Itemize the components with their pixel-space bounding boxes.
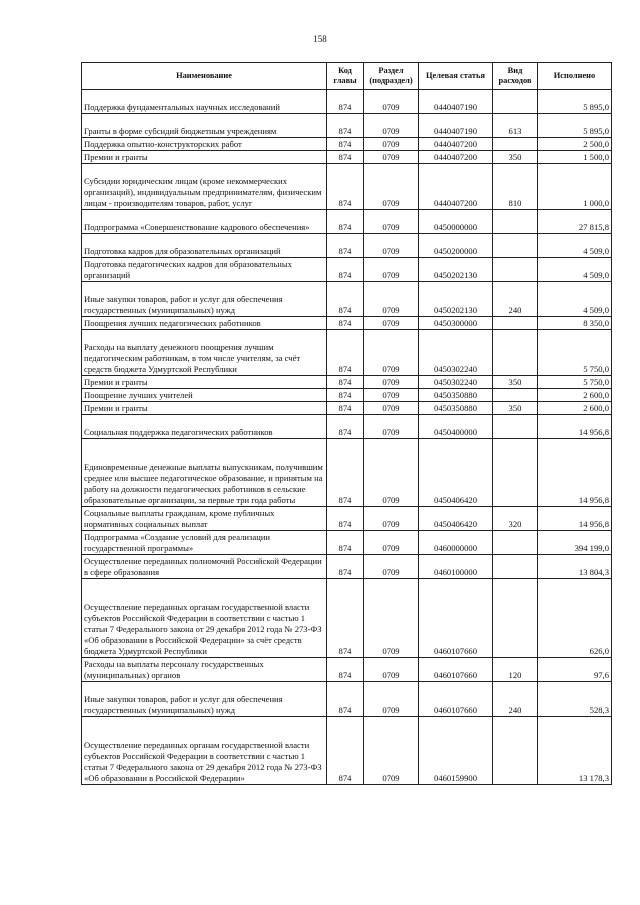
row-statya-cell: 0450350880 <box>419 402 493 415</box>
row-name-cell: Осуществление переданных полномочий Российской Федерации в сфере образования <box>82 555 327 579</box>
row-kod-cell: 874 <box>327 507 364 531</box>
row-amount-cell: 1 000,0 <box>538 164 612 210</box>
row-razdel-cell: 0709 <box>364 439 419 507</box>
table-row <box>82 114 612 138</box>
row-name-cell: Подпрограмма «Создание условий для реализации государственной программы» <box>82 531 327 555</box>
row-razdel-cell: 0709 <box>364 138 419 151</box>
row-amount-cell: 5 895,0 <box>538 114 612 138</box>
row-statya-cell: 0450302240 <box>419 376 493 389</box>
column-header-kod: Код главы <box>327 63 364 90</box>
row-amount-cell: 5 750,0 <box>538 376 612 389</box>
row-kod-cell: 874 <box>327 531 364 555</box>
row-kod-cell: 874 <box>327 210 364 234</box>
row-razdel-cell: 0709 <box>364 164 419 210</box>
row-statya-cell: 0450202130 <box>419 258 493 282</box>
row-vid-cell: 350 <box>493 376 538 389</box>
table-row <box>82 579 612 658</box>
row-statya-cell: 0460107660 <box>419 658 493 682</box>
row-amount-cell: 4 509,0 <box>538 258 612 282</box>
row-razdel-cell: 0709 <box>364 658 419 682</box>
row-amount-cell: 13 178,3 <box>538 717 612 785</box>
row-kod-cell: 874 <box>327 439 364 507</box>
row-statya-cell: 0450350880 <box>419 389 493 402</box>
row-kod-cell: 874 <box>327 151 364 164</box>
row-razdel-cell: 0709 <box>364 389 419 402</box>
row-statya-cell: 0440407200 <box>419 164 493 210</box>
row-vid-cell: 810 <box>493 164 538 210</box>
row-kod-cell: 874 <box>327 90 364 114</box>
row-amount-cell: 2 600,0 <box>538 402 612 415</box>
row-statya-cell: 0440407200 <box>419 138 493 151</box>
row-vid-cell <box>493 234 538 258</box>
table-row <box>82 658 612 682</box>
row-vid-cell <box>493 531 538 555</box>
table-row <box>82 415 612 439</box>
row-amount-cell: 2 600,0 <box>538 389 612 402</box>
row-razdel-cell: 0709 <box>364 114 419 138</box>
row-razdel-cell: 0709 <box>364 330 419 376</box>
row-kod-cell: 874 <box>327 717 364 785</box>
row-name-cell: Поощрение лучших учителей <box>82 389 327 402</box>
row-vid-cell: 320 <box>493 507 538 531</box>
row-vid-cell <box>493 317 538 330</box>
row-amount-cell: 14 956,8 <box>538 415 612 439</box>
table-row <box>82 317 612 330</box>
row-statya-cell: 0450000000 <box>419 210 493 234</box>
row-kod-cell: 874 <box>327 658 364 682</box>
row-vid-cell <box>493 579 538 658</box>
row-vid-cell: 613 <box>493 114 538 138</box>
table-row <box>82 682 612 717</box>
row-amount-cell: 14 956,8 <box>538 507 612 531</box>
row-vid-cell <box>493 389 538 402</box>
row-vid-cell: 120 <box>493 658 538 682</box>
table-row <box>82 151 612 164</box>
table-row <box>82 282 612 317</box>
row-razdel-cell: 0709 <box>364 507 419 531</box>
row-razdel-cell: 0709 <box>364 151 419 164</box>
row-kod-cell: 874 <box>327 555 364 579</box>
column-header-vid: Вид расходов <box>493 63 538 90</box>
row-amount-cell: 528,3 <box>538 682 612 717</box>
table-body <box>82 90 612 785</box>
row-razdel-cell: 0709 <box>364 90 419 114</box>
table-row <box>82 258 612 282</box>
row-amount-cell: 14 956,8 <box>538 439 612 507</box>
row-vid-cell <box>493 717 538 785</box>
row-name-cell: Премии и гранты <box>82 151 327 164</box>
row-vid-cell: 240 <box>493 282 538 317</box>
row-kod-cell: 874 <box>327 579 364 658</box>
row-statya-cell: 0450406420 <box>419 507 493 531</box>
row-amount-cell: 13 804,3 <box>538 555 612 579</box>
row-vid-cell <box>493 555 538 579</box>
table-row <box>82 330 612 376</box>
row-kod-cell: 874 <box>327 234 364 258</box>
row-amount-cell: 8 350,0 <box>538 317 612 330</box>
row-name-cell: Социальные выплаты гражданам, кроме публичных нормативных социальных выплат <box>82 507 327 531</box>
column-header-statya: Целевая статья <box>419 63 493 90</box>
table-row <box>82 717 612 785</box>
row-name-cell: Премии и гранты <box>82 376 327 389</box>
row-statya-cell: 0460159900 <box>419 717 493 785</box>
row-razdel-cell: 0709 <box>364 402 419 415</box>
row-kod-cell: 874 <box>327 138 364 151</box>
row-name-cell: Осуществление переданных органам государственной власти субъектов Российской Федерации в соответствии с частью 1 статьи 7 Федерального закона от 29 декабря 2012 года № 273-ФЗ «Об образовании в Российской Федерации» за счёт средств бюджета Удмуртской Республики <box>82 579 327 658</box>
table-row <box>82 389 612 402</box>
row-amount-cell: 5 750,0 <box>538 330 612 376</box>
row-kod-cell: 874 <box>327 415 364 439</box>
row-amount-cell: 1 500,0 <box>538 151 612 164</box>
row-amount-cell: 394 199,0 <box>538 531 612 555</box>
row-statya-cell: 0440407190 <box>419 114 493 138</box>
row-name-cell: Осуществление переданных органам государственной власти субъектов Российской Федерации в соответствии с частью 1 статьи 7 Федерального закона от 29 декабря 2012 года № 273-ФЗ «Об образовании в Российской Федерации» <box>82 717 327 785</box>
table-row <box>82 439 612 507</box>
row-name-cell: Подготовка педагогических кадров для образовательных организаций <box>82 258 327 282</box>
budget-table <box>81 62 612 785</box>
row-razdel-cell: 0709 <box>364 258 419 282</box>
row-name-cell: Премии и гранты <box>82 402 327 415</box>
row-name-cell: Иные закупки товаров, работ и услуг для обеспечения государственных (муниципальных) нужд <box>82 282 327 317</box>
row-name-cell: Поддержка опытно-конструкторских работ <box>82 138 327 151</box>
row-vid-cell <box>493 210 538 234</box>
row-razdel-cell: 0709 <box>364 415 419 439</box>
row-razdel-cell: 0709 <box>364 682 419 717</box>
row-name-cell: Социальная поддержка педагогических работников <box>82 415 327 439</box>
row-kod-cell: 874 <box>327 330 364 376</box>
row-statya-cell: 0460100000 <box>419 555 493 579</box>
row-vid-cell: 240 <box>493 682 538 717</box>
row-statya-cell: 0450400000 <box>419 415 493 439</box>
row-razdel-cell: 0709 <box>364 282 419 317</box>
row-name-cell: Расходы на выплаты персоналу государственных (муниципальных) органов <box>82 658 327 682</box>
column-header-amount: Исполнено <box>538 63 612 90</box>
table-row <box>82 376 612 389</box>
row-kod-cell: 874 <box>327 258 364 282</box>
row-amount-cell: 5 895,0 <box>538 90 612 114</box>
row-statya-cell: 0460000000 <box>419 531 493 555</box>
row-statya-cell: 0460107660 <box>419 682 493 717</box>
row-statya-cell: 0450302240 <box>419 330 493 376</box>
row-kod-cell: 874 <box>327 282 364 317</box>
row-kod-cell: 874 <box>327 114 364 138</box>
row-name-cell: Субсидии юридическим лицам (кроме некоммерческих организаций), индивидуальным предпринимателям, физическим лицам - производителям товаров, работ, услуг <box>82 164 327 210</box>
row-name-cell: Гранты в форме субсидий бюджетным учреждениям <box>82 114 327 138</box>
row-razdel-cell: 0709 <box>364 234 419 258</box>
table-row <box>82 164 612 210</box>
row-razdel-cell: 0709 <box>364 579 419 658</box>
row-amount-cell: 626,0 <box>538 579 612 658</box>
row-kod-cell: 874 <box>327 164 364 210</box>
column-header-name: Наименование <box>82 63 327 90</box>
row-amount-cell: 27 815,8 <box>538 210 612 234</box>
row-statya-cell: 0450202130 <box>419 282 493 317</box>
row-statya-cell: 0450300000 <box>419 317 493 330</box>
table-row <box>82 531 612 555</box>
row-razdel-cell: 0709 <box>364 376 419 389</box>
row-amount-cell: 4 509,0 <box>538 282 612 317</box>
row-vid-cell <box>493 138 538 151</box>
table-row <box>82 555 612 579</box>
row-name-cell: Подпрограмма «Совершенствование кадрового обеспечения» <box>82 210 327 234</box>
row-razdel-cell: 0709 <box>364 531 419 555</box>
row-razdel-cell: 0709 <box>364 555 419 579</box>
table-row <box>82 210 612 234</box>
table-row <box>82 234 612 258</box>
row-kod-cell: 874 <box>327 402 364 415</box>
table-row <box>82 138 612 151</box>
row-razdel-cell: 0709 <box>364 210 419 234</box>
row-kod-cell: 874 <box>327 682 364 717</box>
row-kod-cell: 874 <box>327 389 364 402</box>
row-name-cell: Подготовка кадров для образовательных организаций <box>82 234 327 258</box>
row-vid-cell: 350 <box>493 402 538 415</box>
row-razdel-cell: 0709 <box>364 717 419 785</box>
row-name-cell: Единовременные денежные выплаты выпускникам, получившим среднее или высшее педагогическое образование, и принятым на работу на должности педагогических работников в сельские образовательные организации, за первые три года работы <box>82 439 327 507</box>
row-vid-cell: 350 <box>493 151 538 164</box>
column-header-razdel: Раздел (подраздел) <box>364 63 419 90</box>
row-amount-cell: 2 500,0 <box>538 138 612 151</box>
row-name-cell: Поощрения лучших педагогических работников <box>82 317 327 330</box>
row-razdel-cell: 0709 <box>364 317 419 330</box>
row-name-cell: Расходы на выплату денежного поощрения лучшим педагогическим работникам, в том числе учителям, за счёт средств бюджета Удмуртской Республики <box>82 330 327 376</box>
row-vid-cell <box>493 258 538 282</box>
table-row <box>82 507 612 531</box>
row-kod-cell: 874 <box>327 317 364 330</box>
table-header-row <box>82 63 612 90</box>
row-name-cell: Иные закупки товаров, работ и услуг для обеспечения государственных (муниципальных) нужд <box>82 682 327 717</box>
row-statya-cell: 0440407190 <box>419 90 493 114</box>
row-vid-cell <box>493 439 538 507</box>
row-statya-cell: 0460107660 <box>419 579 493 658</box>
row-amount-cell: 97,6 <box>538 658 612 682</box>
row-vid-cell <box>493 90 538 114</box>
row-statya-cell: 0440407200 <box>419 151 493 164</box>
page-number: 158 <box>313 34 327 44</box>
row-vid-cell <box>493 330 538 376</box>
row-kod-cell: 874 <box>327 376 364 389</box>
row-statya-cell: 0450200000 <box>419 234 493 258</box>
table-row <box>82 402 612 415</box>
row-statya-cell: 0450406420 <box>419 439 493 507</box>
row-vid-cell <box>493 415 538 439</box>
table-row <box>82 90 612 114</box>
row-amount-cell: 4 509,0 <box>538 234 612 258</box>
row-name-cell: Поддержка фундаментальных научных исследований <box>82 90 327 114</box>
